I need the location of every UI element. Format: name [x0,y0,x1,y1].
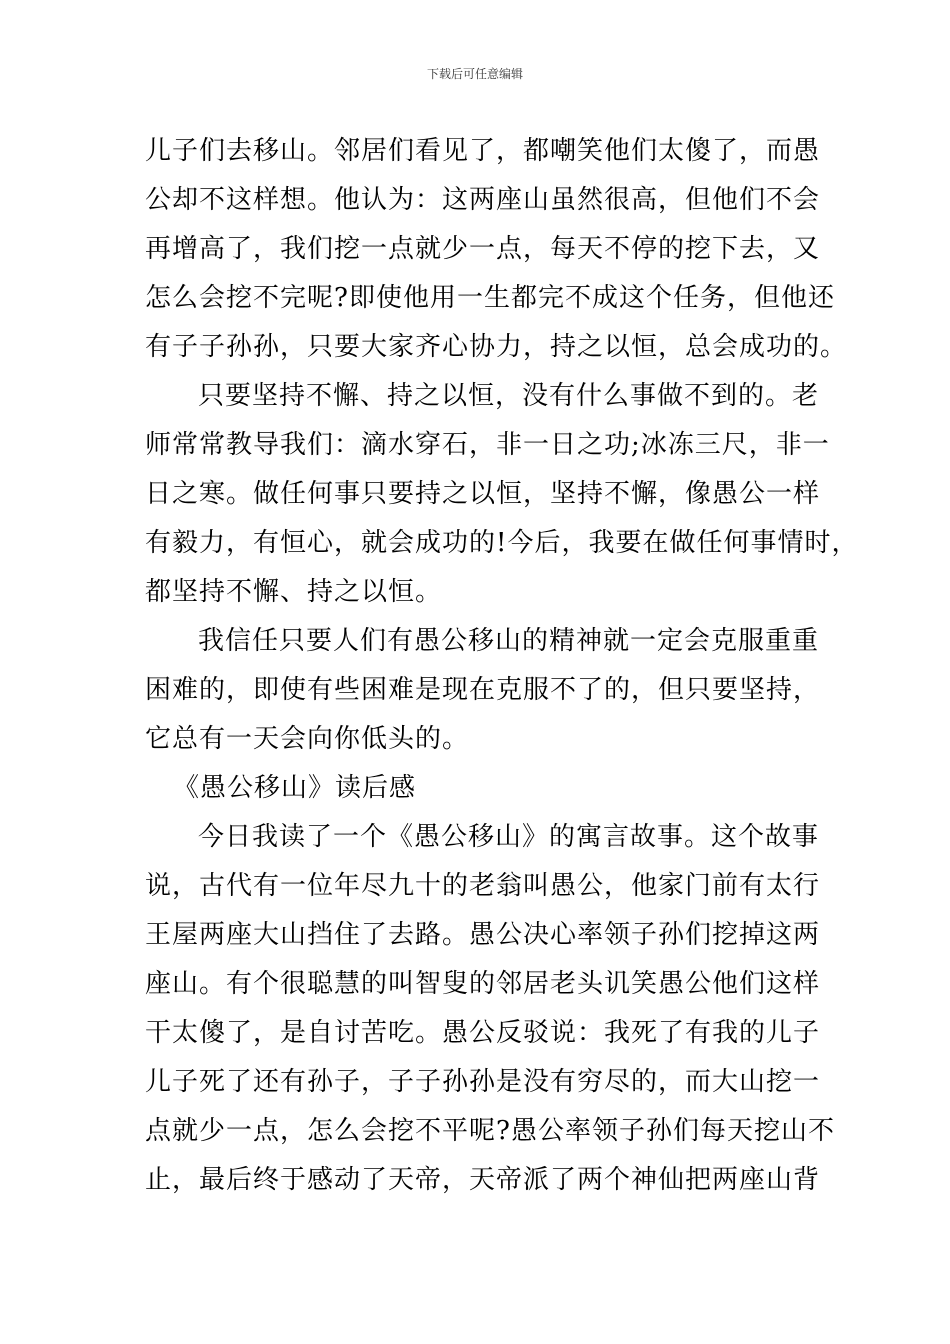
text-line: 公却不这样想。他认为：这两座山虽然很高，但他们不会 [145,185,821,215]
text-line: 再增高了，我们挖一点就少一点，每天不停的挖下去，又 [145,234,821,264]
text-line: 都坚持不懈、持之以恒。 [145,577,443,607]
text-line: 怎么会挖不完呢?即使他用一生都完不成这个任务，但他还 [145,283,835,313]
text-line: 儿子们去移山。邻居们看见了，都嘲笑他们太傻了，而愚 [145,136,821,166]
document-body [145,127,859,1205]
text-line: 有子子孙孙，只要大家齐心协力，持之以恒，总会成功的。 [145,332,848,362]
text-line: 点就少一点，怎么会挖不平呢?愚公率领子孙们每天挖山不 [145,1116,835,1146]
text-line: 儿子死了还有孙子，子子孙孙是没有穷尽的，而大山挖一 [145,1067,821,1097]
text-line: 有毅力，有恒心，就会成功的!今后，我要在做任何事情时， [145,528,859,558]
text-line: 困难的，即使有些困难是现在克服不了的，但只要坚持， [145,675,821,705]
section-title: 《愚公移山》读后感 [173,773,417,803]
text-line: 座山。有个很聪慧的叫智叟的邻居老头讥笑愚公他们这样 [145,969,821,999]
text-line: 它总有一天会向你低头的。 [145,724,470,754]
paragraph-start-line: 我信任只要人们有愚公移山的精神就一定会克服重重 [198,626,820,656]
text-line: 说，古代有一位年尽九十的老翁叫愚公，他家门前有太行 [145,871,821,901]
text-line: 师常常教导我们：滴水穿石，非一日之功;冰冻三尺，非一 [145,430,830,460]
page-header-note: 下载后可任意编辑 [426,67,523,81]
text-line: 日之寒。做任何事只要持之以恒，坚持不懈，像愚公一样 [145,479,821,509]
text-line: 干太傻了，是自讨苦吃。愚公反驳说：我死了有我的儿子 [145,1018,821,1048]
text-line: 止，最后终于感动了天帝，天帝派了两个神仙把两座山背 [145,1165,821,1195]
text-line: 王屋两座大山挡住了去路。愚公决心率领子孙们挖掉这两 [145,920,821,950]
paragraph-start-line: 只要坚持不懈、持之以恒，没有什么事做不到的。老 [198,381,820,411]
paragraph-start-line: 今日我读了一个《愚公移山》的寓言故事。这个故事 [198,822,820,852]
